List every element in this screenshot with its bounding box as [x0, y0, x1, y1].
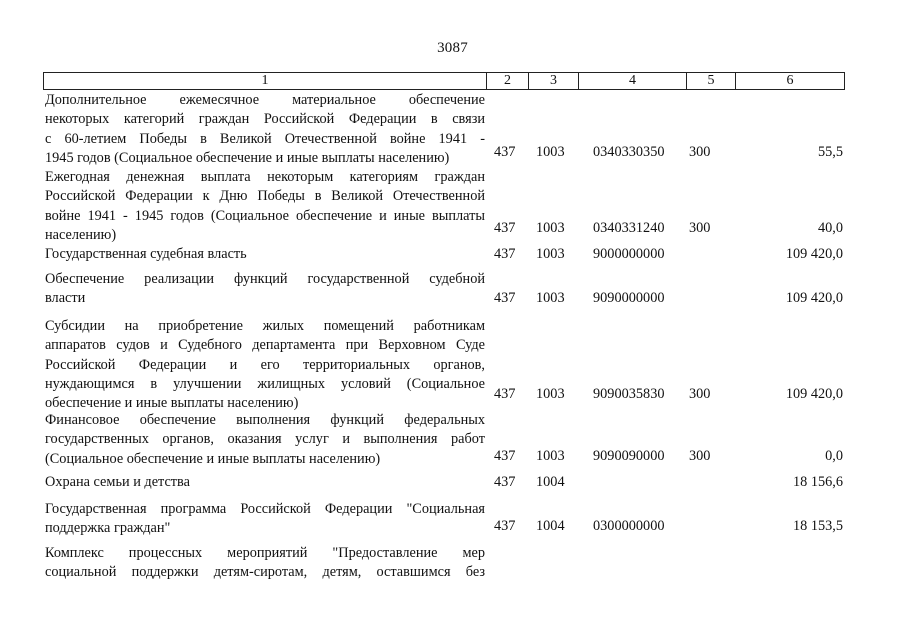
section-code: 1004 — [536, 474, 565, 490]
header-col-6: 6 — [735, 73, 844, 89]
section-code: 1003 — [536, 290, 565, 306]
amount: 55,5 — [817, 144, 843, 160]
expense-type-code: 300 — [689, 144, 711, 160]
page-number: 3087 — [437, 40, 468, 56]
table-row — [43, 168, 845, 246]
target-article-code: 9000000000 — [593, 246, 665, 262]
table-row — [43, 317, 845, 415]
table-row — [43, 500, 845, 540]
row-description — [45, 91, 485, 168]
header-col-1: 1 — [261, 73, 269, 88]
row-description — [45, 544, 485, 583]
table-row — [43, 270, 845, 310]
table-row — [43, 245, 845, 265]
description-line: Дополнительное ежемесячное материальное обеспечение — [45, 92, 485, 108]
target-article-code: 9090000000 — [593, 290, 665, 306]
section-code: 1003 — [536, 144, 565, 160]
amount: 109 420,0 — [785, 246, 843, 262]
table-row — [43, 91, 845, 169]
expense-type-code: 300 — [689, 448, 711, 464]
description-line: поддержка граждан" — [45, 520, 171, 537]
description-line: (Социальное обеспечение и иные выплаты населению) — [45, 450, 381, 467]
description-line: Государственная судебная власть — [45, 246, 247, 262]
target-article-code: 0340331240 — [593, 220, 665, 236]
amount: 0,0 — [825, 448, 843, 464]
header-col-3: 3 — [528, 73, 578, 89]
description-line: Государственная программа Российской Федерации "Социальная — [45, 501, 485, 517]
description-line: обеспечение и иные выплаты населению) — [45, 395, 299, 412]
description-line: государственных органов, оказания услуг и выполнения работ — [45, 431, 485, 448]
amount: 40,0 — [817, 220, 843, 236]
expense-type-code: 300 — [689, 220, 711, 236]
section-code: 1003 — [536, 386, 565, 402]
amount: 109 420,0 — [785, 290, 843, 306]
admin-code: 437 — [494, 290, 516, 306]
section-code: 1004 — [536, 518, 565, 534]
row-description — [45, 317, 485, 413]
target-article-code: 0300000000 — [593, 518, 665, 534]
table-row — [43, 473, 845, 493]
description-line: Охрана семьи и детства — [45, 474, 190, 490]
description-line: населению) — [45, 226, 117, 243]
admin-code: 437 — [494, 246, 516, 262]
table-row — [43, 544, 845, 584]
admin-code: 437 — [494, 386, 516, 402]
header-col-4: 4 — [578, 73, 686, 89]
header-col-2: 2 — [486, 73, 528, 89]
description-line: 1945 годов (Социальное обеспечение и иные выплаты населению) — [45, 149, 450, 166]
target-article-code: 9090090000 — [593, 448, 665, 464]
description-line: Комплекс процессных мероприятий "Предоставление мер — [45, 545, 485, 561]
amount: 109 420,0 — [785, 386, 843, 402]
table-row — [43, 411, 845, 471]
description-line: Российской Федерации к Дню Победы в Великой Отечественной — [45, 188, 485, 205]
section-code: 1003 — [536, 220, 565, 236]
row-description — [45, 245, 485, 264]
admin-code: 437 — [494, 448, 516, 464]
amount: 18 153,5 — [792, 518, 843, 534]
description-line: Ежегодная денежная выплата некоторым категориям граждан — [45, 169, 485, 185]
description-line: войне 1941 - 1945 годов (Социальное обеспечение и иные выплаты — [45, 207, 485, 224]
row-description — [45, 500, 485, 539]
row-description — [45, 411, 485, 469]
row-description — [45, 270, 485, 309]
description-line: Финансовое обеспечение выполнения функций федеральных — [45, 412, 485, 428]
description-line: некоторых категорий граждан Российской Федерации в связи — [45, 111, 485, 128]
target-article-code: 0340330350 — [593, 144, 665, 160]
admin-code: 437 — [494, 518, 516, 534]
description-line: Субсидии на приобретение жилых помещений работникам — [45, 318, 485, 334]
description-line: аппаратов судов и Судебного департамента при Верховном Суде — [45, 337, 485, 354]
description-line: власти — [45, 290, 86, 307]
expense-type-code: 300 — [689, 386, 711, 402]
description-line: с 60-летием Победы в Великой Отечественной войне 1941 - — [45, 130, 485, 147]
table-header — [43, 72, 845, 90]
section-code: 1003 — [536, 246, 565, 262]
description-line: Обеспечение реализации функций государственной судебной — [45, 271, 485, 287]
description-line: Российской Федерации и его территориальных органов, — [45, 356, 485, 373]
section-code: 1003 — [536, 448, 565, 464]
admin-code: 437 — [494, 144, 516, 160]
row-description — [45, 473, 485, 492]
admin-code: 437 — [494, 220, 516, 236]
description-line: социальной поддержки детям-сиротам, детям, оставшимся без — [45, 564, 485, 581]
amount: 18 156,6 — [792, 474, 843, 490]
header-col-5: 5 — [686, 73, 735, 89]
row-description — [45, 168, 485, 245]
admin-code: 437 — [494, 474, 516, 490]
target-article-code: 9090035830 — [593, 386, 665, 402]
description-line: нуждающимся в улучшении жилищных условий (Социальное — [45, 375, 485, 392]
